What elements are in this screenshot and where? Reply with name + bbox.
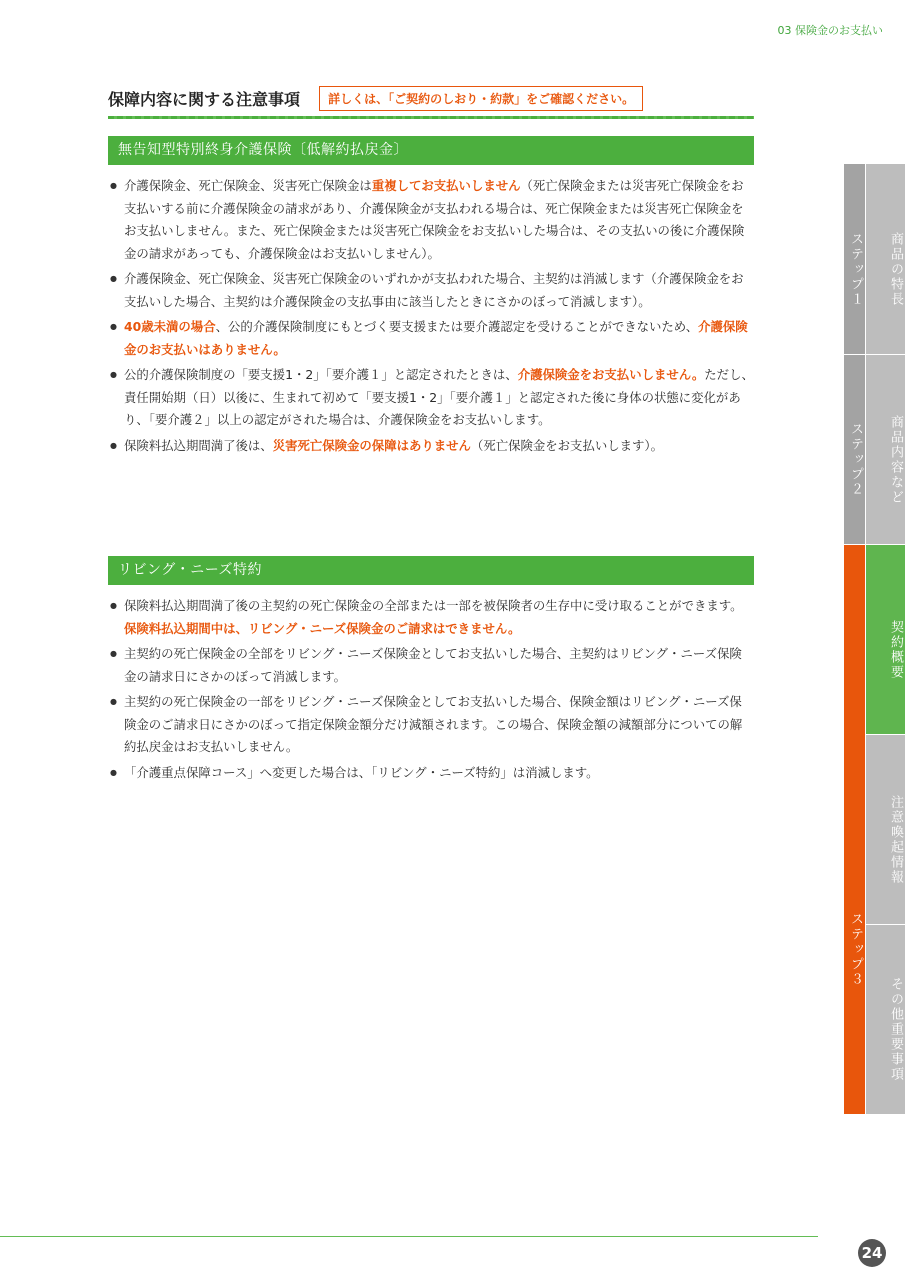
heading-row [108, 86, 754, 111]
section-title: リビング・ニーズ特約 [108, 556, 754, 585]
bullet-item [108, 595, 754, 640]
body-text: （死亡保険金または災害死亡保険金をお支払いする前に介護保険金の請求があり、介護保険金が支払われる場合は、死亡保険金または災害死亡保険金をお支払いしません。また、死亡保険金または災害死亡保険金をお支払いした場合は、その支払いの後に介護保険金の請求があっても、介護保険金はお支払いしません）。 [124, 178, 745, 261]
highlighted-text: 災害死亡保険金の保障はありません [272, 437, 471, 453]
bullet-item [108, 691, 754, 759]
body-text: 介護保険金、死亡保険金、災害死亡保険金のいずれかが支払われた場合、主契約は消滅します（介護保険金をお支払いした場合、主契約は介護保険金の支払事由に該当したときにさかのぼって消滅します）。 [124, 271, 744, 309]
reference-note: 詳しくは、「ご契約のしおり・約款」をご確認ください。 [319, 86, 643, 111]
body-text: 「介護重点保障コース」へ変更した場合は、「リビング・ニーズ特約」は消滅します。 [124, 764, 599, 780]
bullet-item [108, 364, 754, 432]
bullet-item [108, 268, 754, 313]
highlighted-text: 40歳未満の場合 [124, 319, 216, 334]
body-text: 保険料払込期間満了後は、 [124, 437, 273, 453]
body-text: 主契約の死亡保険金の一部をリビング・ニーズ保険金としてお支払いした場合、保険金額はリビング・ニーズ保険金のご請求日にさかのぼって指定保険金額分だけ減額されます。この場合、保険金額の減額部分についての解約払戻金はお支払いしません。 [124, 694, 743, 754]
body-text: 公的介護保険制度の「要支援1・2」「要介護１」と認定されたときは、 [124, 367, 518, 382]
bullet-item [108, 175, 754, 265]
title-underline [108, 116, 754, 119]
tab-step-1[interactable]: ステップ１ [844, 164, 865, 354]
body-text: （死亡保険金をお支払いします）。 [470, 437, 663, 453]
section-main-policy [108, 136, 754, 460]
bullet-item [108, 435, 754, 458]
footer-rule [0, 1236, 818, 1237]
tab-features[interactable]: 商品の特長 [866, 164, 905, 354]
section-living-needs [108, 556, 754, 787]
highlighted-text: 保険料払込期間中は、リビング・ニーズ保険金のご請求はできません。 [124, 620, 521, 636]
body-text: 介護保険金、死亡保険金、災害死亡保険金は [124, 178, 372, 193]
bullet-item [108, 643, 754, 688]
highlighted-text: 重複してお支払いしません [371, 178, 521, 193]
chapter-label: 03 保険金のお支払い [777, 24, 883, 37]
body-text: 保険料払込期間満了後の主契約の死亡保険金の全部または一部を被保険者の生存中に受け取ることができます。 [124, 598, 743, 613]
tab-cautionary-info[interactable]: 注意喚起情報 [866, 735, 905, 924]
tab-step-3[interactable]: ステップ３ [844, 545, 865, 1114]
tab-step-2[interactable]: ステップ２ [844, 355, 865, 544]
body-text: 主契約の死亡保険金の全部をリビング・ニーズ保険金としてお支払いした場合、主契約はリビング・ニーズ保険金の請求日にさかのぼって消滅します。 [124, 646, 742, 684]
body-text: ただし、責任開始期（日）以後に、生まれて初めて「要支援1・2」「要介護１」と認定された後に身体の状態に変化があり、「要介護２」以上の認定がされた場合は、介護保険金をお支払いします。 [124, 367, 754, 427]
bullet-item [108, 762, 754, 785]
bullet-list [108, 175, 754, 457]
side-navigation-tabs [844, 164, 905, 1114]
page-title: 保障内容に関する注意事項 [108, 90, 301, 109]
bullet-list [108, 595, 754, 784]
tab-other-important[interactable]: その他重要事項 [866, 925, 905, 1114]
section-title: 無告知型特別終身介護保険〔低解約払戻金〕 [108, 136, 754, 165]
highlighted-text: 介護保険金をお支払いしません。 [517, 367, 705, 382]
tab-product-details[interactable]: 商品内容など [866, 355, 905, 544]
page-number: 24 [858, 1239, 886, 1267]
tab-contract-overview[interactable]: 契約概要 [866, 545, 905, 734]
bullet-item [108, 316, 754, 361]
body-text: 、公的介護保険制度にもとづく要支援または要介護認定を受けることができないため、 [215, 319, 699, 334]
highlighted-text: 介護保険金のお支払いはありません。 [124, 319, 748, 357]
